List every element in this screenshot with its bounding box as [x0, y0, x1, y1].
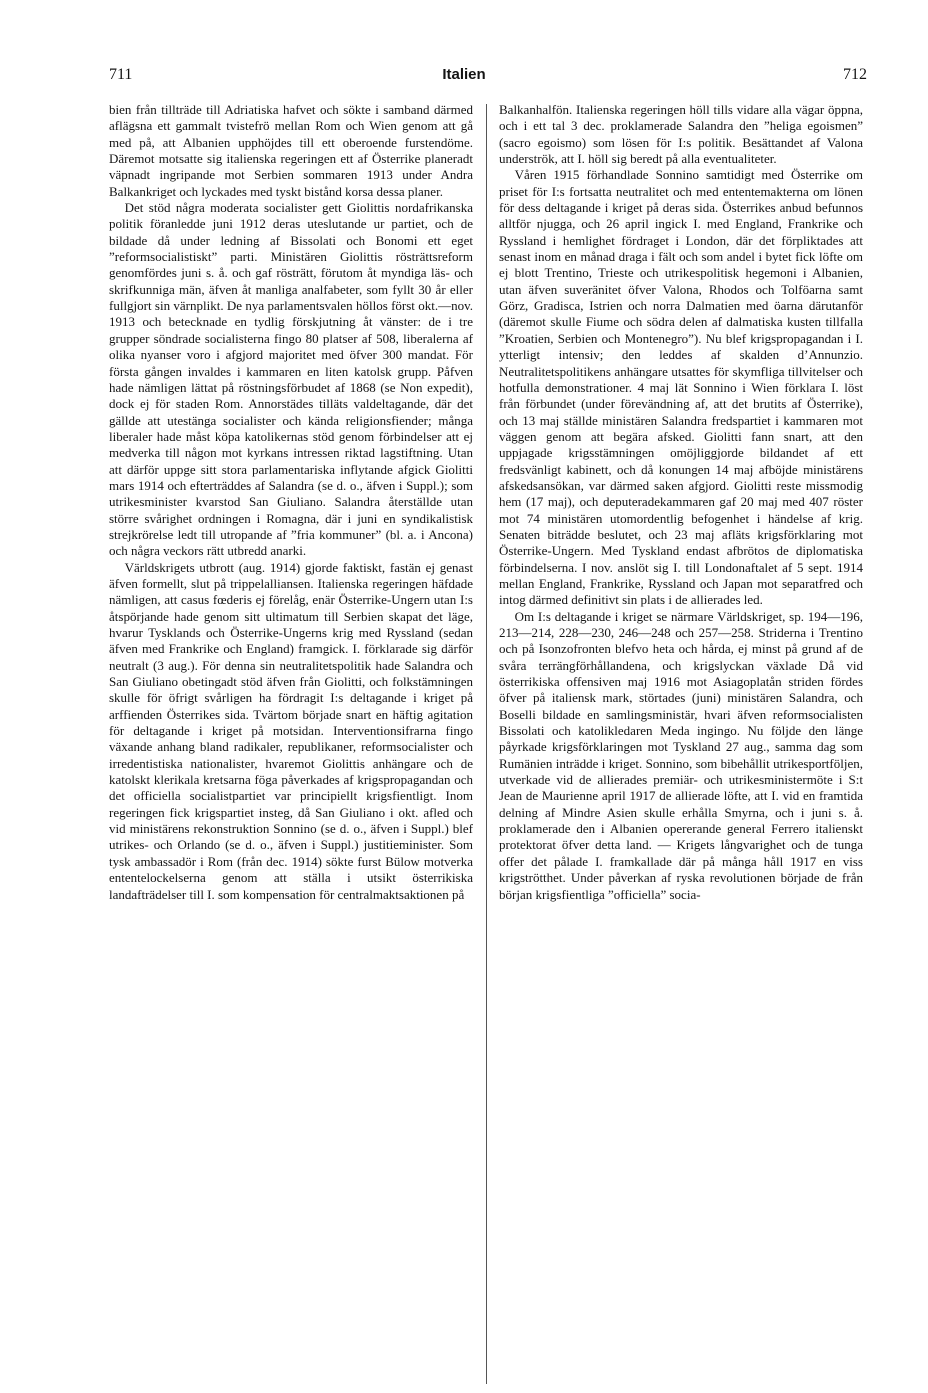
page-number-left: 711	[109, 66, 133, 83]
page-title: Italien	[442, 66, 486, 83]
paragraph: Våren 1915 förhandlade Sonnino samtidigt med Österrike om priset för I:s fortsatta neutralitet och med ententemakterna om lönen för dess deltagande i kriget på deras sida. Österrikes anbud befunnos alltför njugga, och 26 april ingick I. med England, Frankrike och Ryssland i hemlighet fördraget i London, där det förpliktades att senast inom en månad draga i fält och som andel i bytet fick löfte om ej blott Trentino, Trieste och utrikespolitisk hegemoni i Albanien, utan äfven suveränitet öfver Valona, Rhodos och Tolföarna samt Görz, Gradisca, Istrien och norra Dalmatien med öarna därutanför (däremot skulle Fiume och södra delen af dalmatiska kusten tillfalla ”Kroatien, Serbien och Montenegro”). Nu blef krigspropagandan i I. ytterligt intensiv; den leddes af skalden d’Annunzio. Neutralitetspolitikens anhängare utsattes för skymfliga tillvitelser och hotfulla demonstrationer. 4 maj lät Sonnino i Wien förklara I. löst från förbundet (under förevändning af, att det brutits af Österrike), och 13 maj ställde ministären Salandra fredspartiet i kammaren mot väggen genom att begära afsked. Giolitti fann snart, att den uppjagade krigsstämningen omöjliggjorde bildandet af ett fredsvänligt kabinett, och då konungen 14 maj afböjde ministärens afskedsansökan, var därmed saken afgjord. Giolitti reste missmodig hem (17 maj), och deputeradekammaren gaf 20 maj med 407 röster mot 74 ministären utomordentlig befogenhet i händelse af krig. Senaten biträdde beslutet, och 23 maj afläts krigsförklaring mot Österrike-Ungern. Med Tyskland endast afbrötos de diplomatiska förbindelserna. I nov. anslöt sig I. till Londonaftalet af 5 sept. 1914 mellan England, Frankrike, Ryssland och Japan mot separatfred och intog därmed definitivt sin plats i de allierades led.	[499, 167, 863, 608]
column-divider	[486, 104, 487, 1384]
left-column	[109, 102, 473, 903]
paragraph: bien från tillträde till Adriatiska hafvet och sökte i samband därmed aflägsna ett gammalt tvistefrö mellan Rom och Wien genom att gå med på, att Albanien upphöjdes till ett oberoende furstendöme. Däremot motsatte sig italienska regeringen ett af Österrike planeradt väpnadt ingripande mot Serbien sommaren 1913 under Andra Balkankriget och lyckades med tyskt bistånd korsa dessa planer.	[109, 102, 473, 199]
right-column	[499, 102, 863, 903]
page-number-right: 712	[843, 66, 867, 83]
page-header	[0, 66, 928, 90]
paragraph: Det stöd några moderata socialister gett Giolittis nordafrikanska politik föranledde juni 1912 deras uteslutande ur partiet, och de bildade då under ledning af Bissolati och Bonomi ett eget ”reformsocialistiskt” parti. Ministären Giolittis rösträttsreform genomfördes juni s. å. och gaf rösträtt, förutom åt myndiga läs- och skrifkunniga män, äfven åt manliga analfabeter, som fyllt 30 år eller fullgjort sin värnplikt. De nya parlamentsvalen höllos först okt.—nov. 1913 och betecknade en tydlig förskjutning åt vänster: de i tre grupper söndrade socialisterna fingo 80 platser af 508, liberalerna af olika nyanser voro i afgjord majoritet med öfver 300 mandat. För första gången invaldes i kammaren en liten katolsk grupp. Påfven hade nämligen lättat på röstningsförbudet af 1868 (se Non expedit), dock ej för staden Rom. Annorstädes tilläts valdeltagande, där det gällde att utestänga socialister och kända religionsfiender; många liberaler hade måst köpa katolikernas stöd genom förbindelser att ej medverka till någon mot kyrkans intressen riktad lagstiftning. Utan att därför uppge sitt stora parlamentariska inflytande afgick Giolitti mars 1914 och efterträddes af Salandra (se d. o., äfven i Suppl.); som utrikesminister kvarstod San Giuliano. Salandra återställde utan större svårighet ordningen i Romagna, där i juni en syndikalistisk strejkrörelse ledt till utropande af ”fria kommuner” (bl. a. i Ancona) och några veckors rätt utbredd anarki.	[109, 200, 473, 559]
paragraph: Balkanhalfön. Italienska regeringen höll tills vidare alla vägar öppna, och i ett tal 3 dec. proklamerade Salandra den ”heliga egoismen” (sacro egoismo) som lösen för I:s politik. Besättandet af Valona underströk, att I. höll sig beredt på alla eventualiteter.	[499, 102, 863, 167]
paragraph: Världskrigets utbrott (aug. 1914) gjorde faktiskt, fastän ej genast äfven formellt, slut på trippelalliansen. Italienska regeringen häfdade nämligen, att casus fœderis ej förelåg, enär Österrike-Ungern utan I:s åtspörjande hade genom sitt ultimatum till Serbien skapat det läge, hvarur Tysklands och Österrike-Ungerns krig med Ryssland (sedan äfven med Frankrike och England) framgick. I. förklarade sig därför neutralt (3 aug.). För denna sin neutralitetspolitik hade Salandra och San Giuliano obetingadt stöd äfven från Giolitti, och folkstämningen skulle för öfrigt svårligen ha fördragit I:s deltagande i kriget på arffienden Österrikes sida. Tvärtom började snart en häftig agitation för deltagande i kriget på motsidan. Interventionsifrarna fingo växande anhang bland radikaler, republikaner, reformsocialister och irredentistiska nationalister, hvaremot Giolittis anhängare och de katolskt klerikala kretsarna föga påverkades af krigspropagandan och det officiella socialistpartiet var principiellt krigsfientligt. Inom regeringen fick krigspartiet insteg, då San Giuliano i okt. afled och vid ministärens rekonstruktion Sonnino (se d. o., äfven i Suppl.) blef utrikes- och Orlando (se d. o., äfven i Suppl.) justitieminister. Som tysk ambassadör i Rom (från dec. 1914) sökte furst Bülow motverka ententelockelserna genom att ställa i utsikt österrikiska landafträdelser till I. som kompensation för centralmaktsaktionen på	[109, 559, 473, 902]
paragraph: Om I:s deltagande i kriget se närmare Världskriget, sp. 194—196, 213—214, 228—230, 246—248 och 257—258. Striderna i Trentino och på Isonzofronten blefvo heta och hårda, ej minst på grund af de svåra terrängförhållandena, och krigslyckan växlade Då vid österrikiska offensiven maj 1916 mot Asiagoplatån striden fördes öfver på italiensk mark, störtades (juni) ministären Salandra, och Boselli bildade en samlingsministär, hvari äfven reformsocialisten Bissolati och katolikledaren Meda ingingo. Nu följde den länge påyrkade krigsförklaringen mot Tyskland 27 aug., samma dag som Rumänien inträdde i kriget. Sonnino, som bibehållit utrikesportföljen, utverkade vid de allierades premiär- och utrikesministermöte i S:t Jean de Maurienne april 1917 de allierade löfte, att I. vid en framtida delning af Mindre Asien skulle erhålla Smyrna, och i juni s. å. proklamerade den i Albanien opererande general Ferrero italienskt protektorat öfver detta land. — Krigets långvarighet och de tunga offer det pålade I. framkallade där på många håll 1917 en viss krigströtthet. Under påverkan af ryska revolutionen började de från början krigsfientliga ”officiella” socia-	[499, 608, 863, 902]
